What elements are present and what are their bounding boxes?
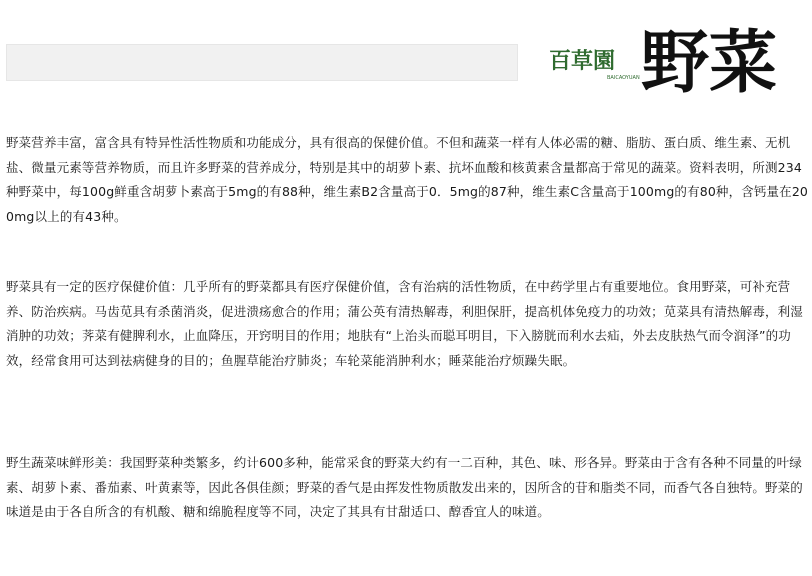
brand-logo-svg (545, 6, 795, 100)
brand-logo (545, 6, 795, 100)
header-banner-bar (6, 44, 518, 81)
paragraph-nutrition: 野菜营养丰富，富含具有特异性活性物质和功能成分，具有很高的保健价值。不但和蔬菜一样有人体必需的糖、脂肪、蛋白质、维生素、无机盐、微量元素等营养物质，而且许多野菜的营养成分，特别是其中的胡萝卜素、抗坏血酸和核黄素含量都高于常见的蔬菜。资料表明，所测234种野菜中，每100g鲜重含胡萝卜素高于5mg的有88种，维生素B2含量高于0．5mg的87种，维生素C含量高于100mg的有80种，含钙量在200mg以上的有43种。 (6, 135, 809, 224)
paragraph-medical: 野菜具有一定的医疗保健价值：几乎所有的野菜都具有医疗保健价值，含有治病的活性物质，在中药学里占有重要地位。食用野菜，可补充营养、防治疾病。马齿苋具有杀菌消炎，促进溃疡愈合的作用；蒲公英有清热解毒，利胆保肝，提高机体免疫力的功效；苋菜具有清热解毒，利湿消肿的功效；荠菜有健脾利水，止血降压，开窍明目的作用；地肤有“上治头而聪耳明目，下入膀胱而利水去疝，外去皮肤热气而令润泽”的功效，经常食用可达到祛病健身的目的；鱼腥草能治疗肺炎；车轮菜能消肿利水；睡菜能治疗烦躁失眠。 (6, 279, 803, 368)
brand-romanized-text: BAICAOYUAN (607, 75, 640, 81)
paragraph-flavor: 野生蔬菜味鲜形美：我国野菜种类繁多，约计600多种，能常采食的野菜大约有一二百种，其色、味、形各异。野菜由于含有各种不同量的叶绿素、胡萝卜素、番茄素、叶黄素等，因此各俱佳颜；野菜的香气是由挥发性物质散发出来的，因所含的苷和脂类不同，而香气各自独特。野菜的味道是由于各自所含的有机酸、糖和绵脆程度等不同，决定了其具有甘甜适口、醇香宜人的味道。 (6, 455, 803, 519)
logo-title-text: 野菜 (641, 23, 778, 100)
brand-name-text: 百草園 (549, 48, 616, 74)
